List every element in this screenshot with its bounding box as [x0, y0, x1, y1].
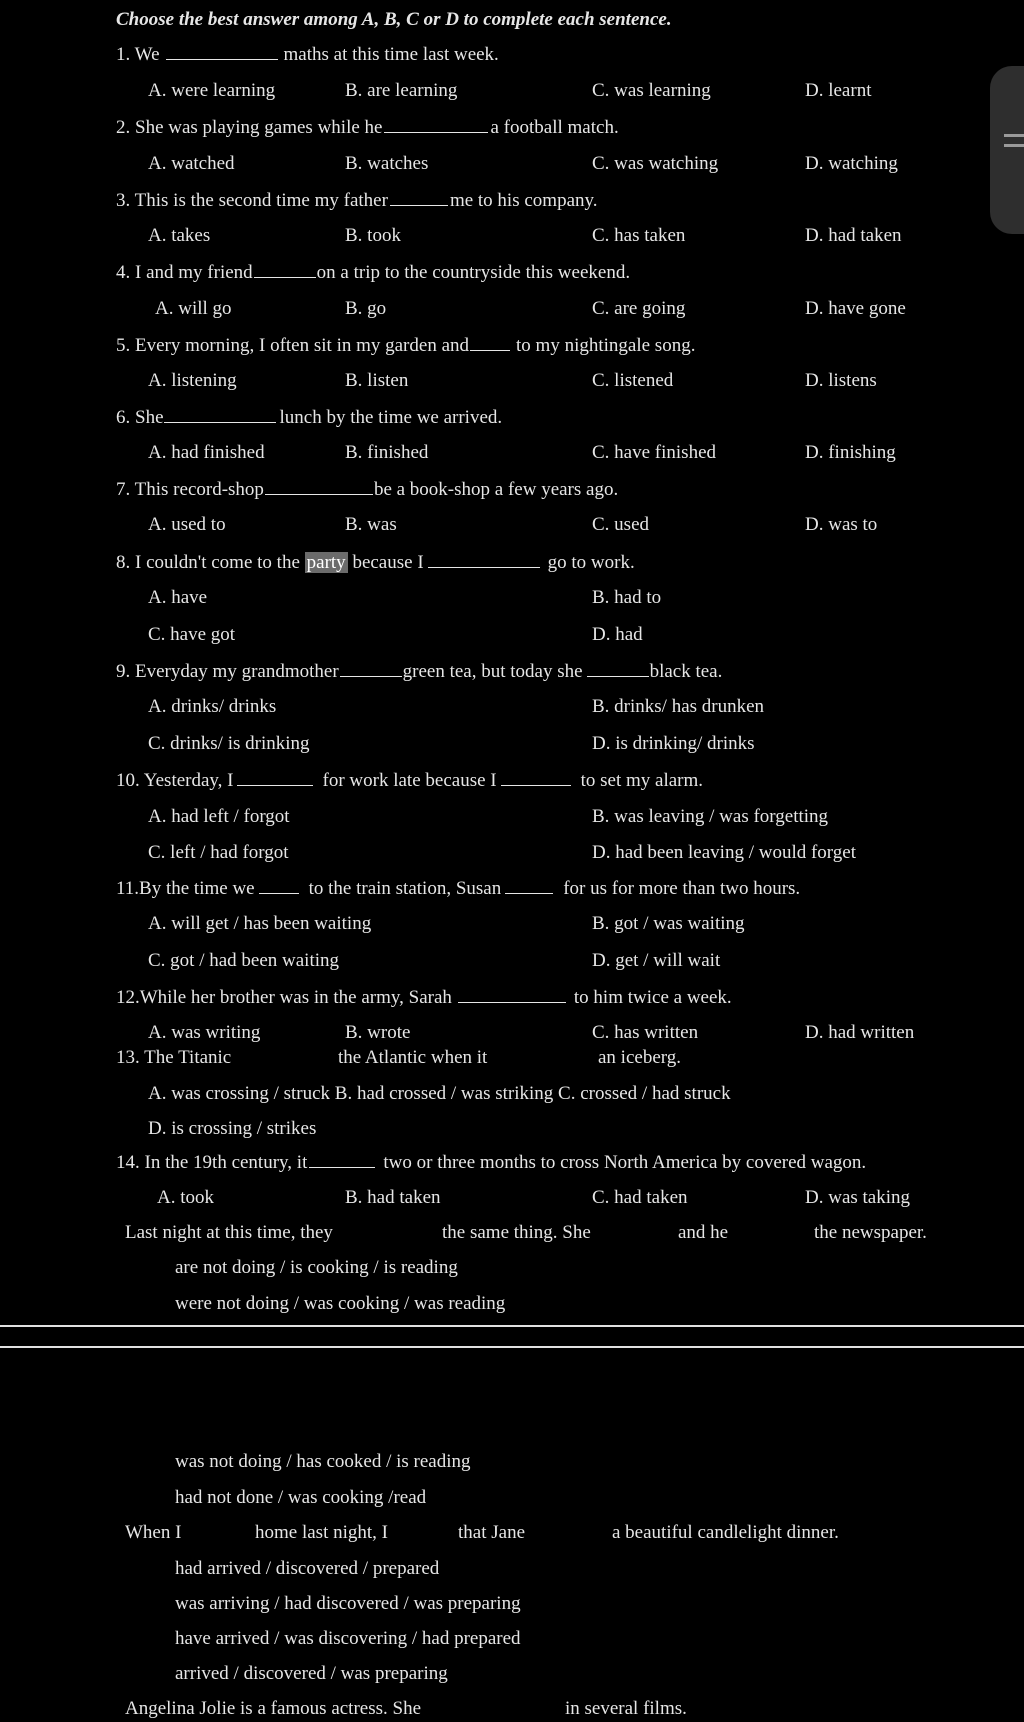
q11-option-b: B. got / was waiting [592, 913, 745, 934]
q15-option-2: were not doing / was cooking / was reading [175, 1293, 506, 1314]
q10-option-b: B. was leaving / was forgetting [592, 806, 829, 827]
question-15-part1: Last night at this time, they [125, 1222, 333, 1243]
q14-option-a: A. took [157, 1187, 214, 1208]
question-15-part2: the same thing. She [442, 1222, 591, 1243]
q4-option-c: C. are going [592, 298, 686, 319]
question-13-part2: the Atlantic when it [338, 1047, 488, 1068]
instruction: Choose the best answer among A, B, C or D to complete each sentence. [116, 9, 672, 30]
q9-option-b: B. drinks/ has drunken [592, 696, 765, 717]
q13-option-d: D. is crossing / strikes [148, 1118, 317, 1139]
question-16-part3: that Jane [458, 1522, 526, 1543]
question-7: 7. This record-shop be a book-shop a few years ago. [116, 479, 619, 500]
q6-option-b: B. finished [345, 442, 429, 463]
q11-option-a: A. will get / has been waiting [148, 913, 372, 934]
q2-option-b: B. watches [345, 153, 429, 174]
q12-option-a: A. was writing [148, 1022, 261, 1043]
question-16-part1: When I [125, 1522, 182, 1543]
q10-option-a: A. had left / forgot [148, 806, 290, 827]
side-panel-handle[interactable] [990, 66, 1024, 234]
q6-option-d: D. finishing [805, 442, 896, 463]
question-10: 10. Yesterday, I for work late because I to set my alarm. [116, 770, 704, 791]
question-13-part3: an iceberg. [598, 1047, 681, 1068]
q15-option-4: had not done / was cooking /read [175, 1487, 427, 1508]
question-8: 8. I couldn't come to the party because I go to work. [116, 552, 635, 573]
q3-option-d: D. had taken [805, 225, 902, 246]
q2-option-d: D. watching [805, 153, 898, 174]
q1-option-c: C. was learning [592, 80, 711, 101]
question-17-part1: Angelina Jolie is a famous actress. She [125, 1698, 422, 1719]
q12-option-b: B. wrote [345, 1022, 411, 1043]
q16-option-2: was arriving / had discovered / was preparing [175, 1593, 521, 1614]
q1-option-d: D. learnt [805, 80, 872, 101]
q14-option-c: C. had taken [592, 1187, 688, 1208]
question-4: 4. I and my friend on a trip to the countryside this weekend. [116, 262, 631, 283]
highlighted-word: party [306, 552, 346, 573]
question-15-part4: the newspaper. [814, 1222, 927, 1243]
q10-option-d: D. had been leaving / would forget [592, 842, 856, 863]
q8-option-c: C. have got [148, 624, 236, 645]
q13-options-abc: A. was crossing / struck B. had crossed / was striking C. crossed / had struck [148, 1083, 731, 1104]
question-2: 2. She was playing games while he a football match. [116, 117, 619, 138]
q2-option-a: A. watched [148, 153, 235, 174]
question-9: 9. Everyday my grandmother green tea, but today she black tea. [116, 661, 723, 682]
q9-option-c: C. drinks/ is drinking [148, 733, 310, 754]
divider-top [0, 1325, 1024, 1327]
q16-option-1: had arrived / discovered / prepared [175, 1558, 440, 1579]
q5-option-b: B. listen [345, 370, 409, 391]
q3-option-c: C. has taken [592, 225, 686, 246]
q4-option-d: D. have gone [805, 298, 906, 319]
q1-option-b: B. are learning [345, 80, 458, 101]
q7-option-a: A. used to [148, 514, 226, 535]
q15-option-1: are not doing / is cooking / is reading [175, 1257, 458, 1278]
q12-option-d: D. had written [805, 1022, 915, 1043]
q4-option-a: A. will go [155, 298, 232, 319]
q2-option-c: C. was watching [592, 153, 719, 174]
q5-option-a: A. listening [148, 370, 237, 391]
q15-option-3: was not doing / has cooked / is reading [175, 1451, 471, 1472]
q3-option-b: B. took [345, 225, 401, 246]
q3-option-a: A. takes [148, 225, 211, 246]
question-12: 12.While her brother was in the army, Sarah to him twice a week. [116, 987, 732, 1008]
q8-option-d: D. had [592, 624, 643, 645]
q5-option-c: C. listened [592, 370, 674, 391]
q11-option-c: C. got / had been waiting [148, 950, 340, 971]
question-3: 3. This is the second time my father me to his company. [116, 190, 598, 211]
q7-option-d: D. was to [805, 514, 878, 535]
question-17-part2: in several films. [565, 1698, 687, 1719]
grip-line-icon [1004, 134, 1024, 137]
question-5: 5. Every morning, I often sit in my garden and to my nightingale song. [116, 335, 696, 356]
q14-option-b: B. had taken [345, 1187, 441, 1208]
q1-option-a: A. were learning [148, 80, 276, 101]
q4-option-b: B. go [345, 298, 387, 319]
question-15-part3: and he [678, 1222, 729, 1243]
q12-option-c: C. has written [592, 1022, 699, 1043]
question-13-part1: 13. The Titanic [116, 1047, 232, 1068]
q16-option-3: have arrived / was discovering / had prepared [175, 1628, 521, 1649]
q9-option-d: D. is drinking/ drinks [592, 733, 755, 754]
q6-option-a: A. had finished [148, 442, 265, 463]
q6-option-c: C. have finished [592, 442, 717, 463]
q7-option-b: B. was [345, 514, 397, 535]
q7-option-c: C. used [592, 514, 649, 535]
grip-line-icon [1004, 144, 1024, 147]
question-6: 6. She lunch by the time we arrived. [116, 407, 503, 428]
q9-option-a: A. drinks/ drinks [148, 696, 277, 717]
q8-option-a: A. have [148, 587, 208, 608]
q8-option-b: B. had to [592, 587, 662, 608]
question-11: 11.By the time we to the train station, Susan for us for more than two hours. [116, 878, 801, 899]
question-16-part2: home last night, I [255, 1522, 388, 1543]
question-16-part4: a beautiful candlelight dinner. [612, 1522, 839, 1543]
divider-bottom [0, 1346, 1024, 1348]
question-14: 14. In the 19th century, it two or three months to cross North America by covered wagon. [116, 1152, 867, 1173]
q10-option-c: C. left / had forgot [148, 842, 289, 863]
q16-option-4: arrived / discovered / was preparing [175, 1663, 448, 1684]
q11-option-d: D. get / will wait [592, 950, 721, 971]
q5-option-d: D. listens [805, 370, 877, 391]
q14-option-d: D. was taking [805, 1187, 911, 1208]
question-1: 1. We maths at this time last week. [116, 44, 499, 65]
